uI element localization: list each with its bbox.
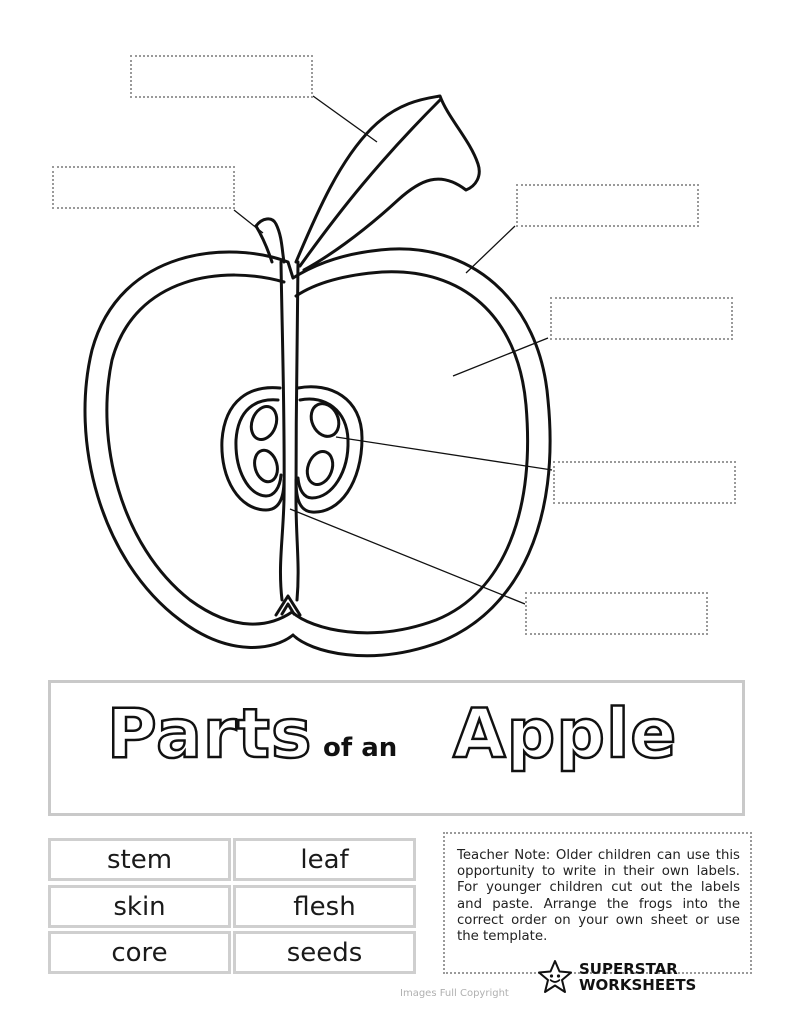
word-card-skin[interactable]: skin xyxy=(48,885,231,928)
word-card-stem[interactable]: stem xyxy=(48,838,231,881)
leaf-drawing xyxy=(296,96,479,270)
title-word-apple: Apple xyxy=(453,695,678,774)
label-box-stem[interactable] xyxy=(52,166,235,209)
label-box-skin[interactable] xyxy=(516,184,699,227)
brand-text xyxy=(579,961,696,993)
title-word-parts: Parts xyxy=(107,695,313,774)
brand-line-2: WORKSHEETS xyxy=(579,976,697,994)
label-box-seeds[interactable] xyxy=(553,461,736,504)
copyright-notice: Images Full Copyright xyxy=(400,988,509,999)
word-card-leaf[interactable]: leaf xyxy=(233,838,416,881)
word-card-flesh[interactable]: flesh xyxy=(233,885,416,928)
label-box-core[interactable] xyxy=(525,592,708,635)
seed xyxy=(306,399,344,441)
label-box-flesh[interactable] xyxy=(550,297,733,340)
teacher-note xyxy=(443,832,752,974)
label-box-leaf[interactable] xyxy=(130,55,313,98)
seed xyxy=(251,448,281,485)
teacher-note-text: Teacher Note: Older children can use this opportunity to write in their own labels. For younger children cut out the labels and paste. Arrange the frogs into the correct order on your own sheet or use the template. xyxy=(457,848,740,945)
title-word-of-an: of an xyxy=(323,733,398,763)
seed xyxy=(303,448,337,488)
brand-logo xyxy=(537,955,697,999)
word-card-seeds[interactable]: seeds xyxy=(233,931,416,974)
seed xyxy=(247,403,281,443)
word-card-core[interactable]: core xyxy=(48,931,231,974)
brand-line-1: SUPERSTAR xyxy=(579,960,678,978)
star-face-icon xyxy=(537,959,573,995)
title-panel xyxy=(48,680,745,816)
